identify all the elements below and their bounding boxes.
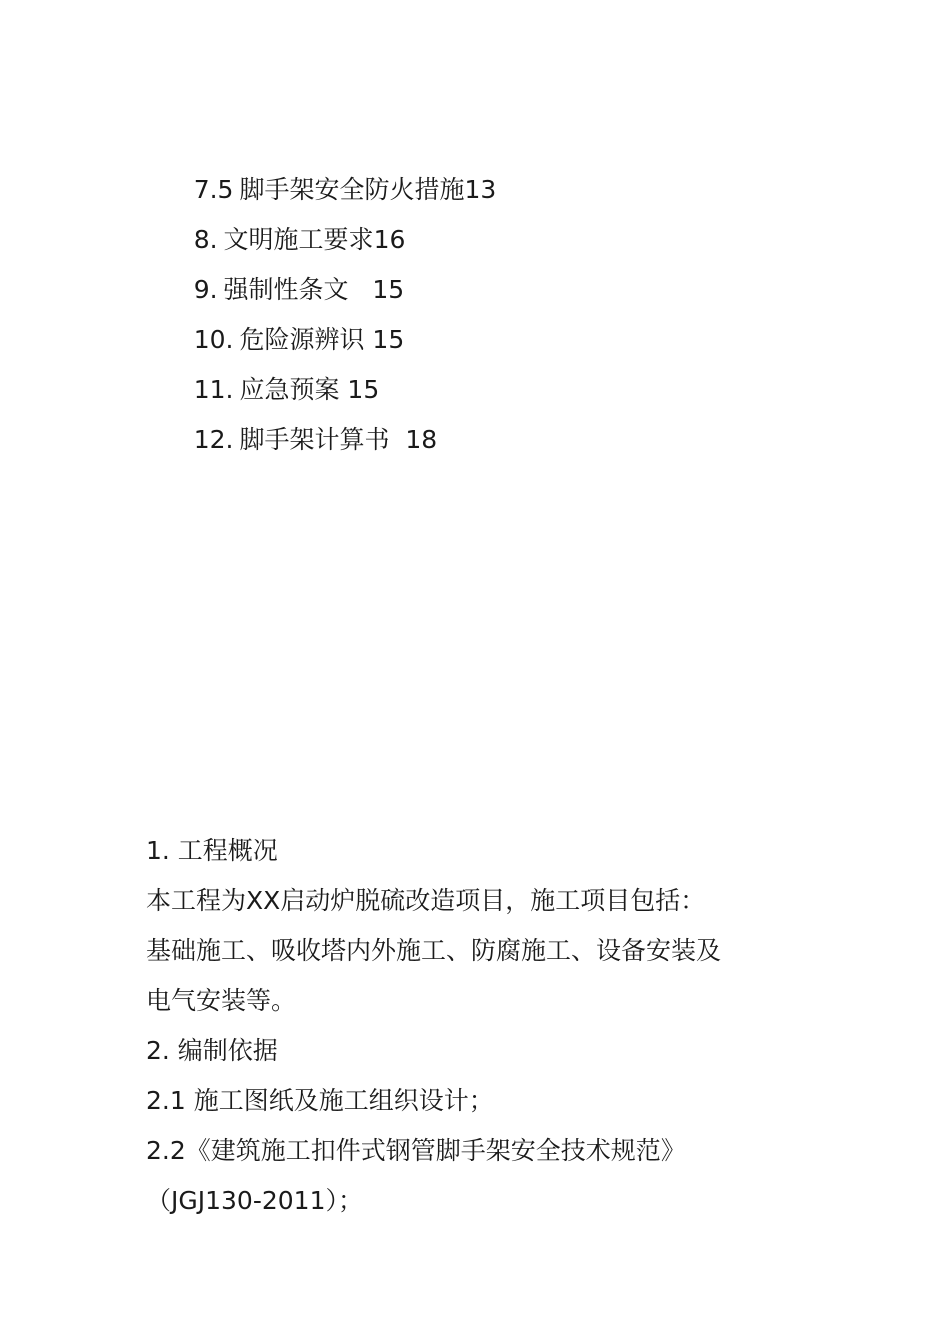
toc-entry-title: 脚手架安全防火措施 [239, 175, 465, 204]
toc-entry[interactable] [146, 130, 826, 204]
toc-entry-number: 10. [193, 325, 234, 354]
section-heading-project-overview: 1. 工程概况 [146, 836, 278, 865]
list-item-2-1: 2.1 施工图纸及施工组织设计； [146, 1086, 494, 1115]
toc-entry-page: 15 [372, 325, 405, 354]
toc-entry-title: 文明施工要求 [223, 225, 374, 254]
toc-entry-title: 脚手架计算书 [239, 425, 390, 454]
list-item-2-2: 2.2《建筑施工扣件式钢管脚手架安全技术规范》 [146, 1136, 686, 1165]
toc-entry-title: 强制性条文 [223, 275, 349, 304]
toc-entry-number: 12. [193, 425, 234, 454]
paragraph-line: 本工程为XX启动炉脱硫改造项目，施工项目包括： [146, 886, 706, 915]
table-of-contents [146, 130, 826, 454]
body-content [146, 826, 826, 1226]
list-item-2-2-continuation: （JGJ130-2011）； [146, 1186, 363, 1215]
toc-entry-title: 应急预案 [239, 375, 340, 404]
paragraph-line: 电气安装等。 [146, 986, 297, 1015]
toc-entry-title: 危险源辨识 [239, 325, 365, 354]
toc-entry-page: 13 [464, 175, 497, 204]
toc-entry-page: 16 [373, 225, 406, 254]
toc-entry-number: 9. [193, 275, 218, 304]
paragraph-line: 基础施工、吸收塔内外施工、防腐施工、设备安装及 [146, 936, 722, 965]
toc-entry-number: 8. [193, 225, 218, 254]
toc-entry-page: 15 [347, 375, 380, 404]
section-heading-basis: 2. 编制依据 [146, 1036, 278, 1065]
toc-entry-gap [389, 425, 405, 454]
toc-entry-number: 11. [193, 375, 234, 404]
toc-entry-number: 7.5 [193, 175, 234, 204]
toc-entry-page: 15 [372, 275, 405, 304]
toc-entry-gap [349, 275, 373, 304]
toc-entry-page: 18 [405, 425, 438, 454]
